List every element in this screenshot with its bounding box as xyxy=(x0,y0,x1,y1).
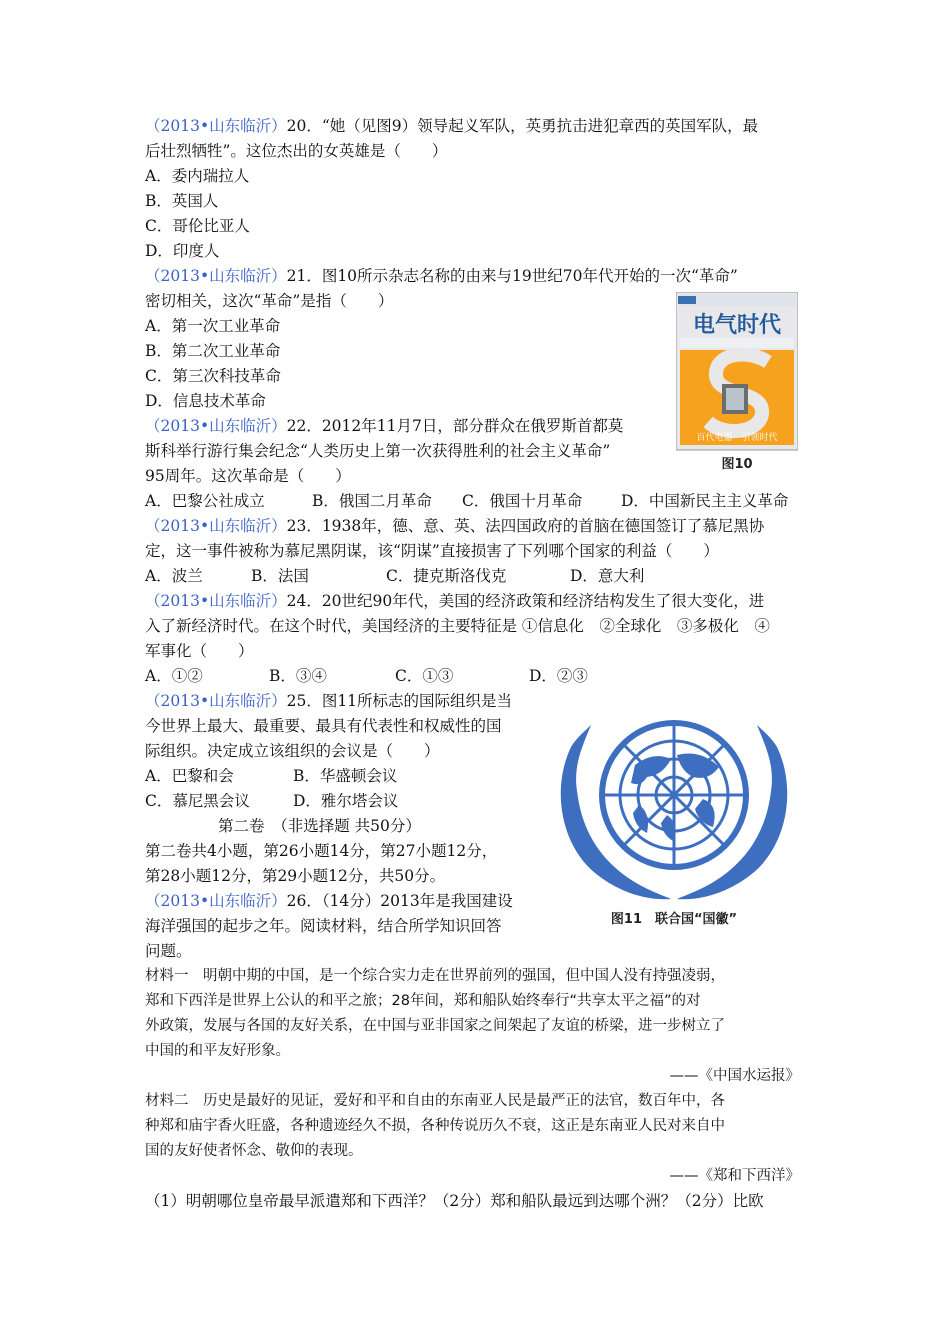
q22-option-d: D．中国新民主主义革命 xyxy=(621,492,789,510)
q23-line2: 定，这一事件被称为慕尼黑阴谋，该“阴谋”直接损害了下列哪个国家的利益（ ） xyxy=(145,542,719,560)
q25-line1: （2013•山东临沂）25．图11所标志的国际组织是当 xyxy=(145,692,513,710)
material1-source: ——《中国水运报》 xyxy=(669,1068,800,1084)
material2-source: ——《郑和下西洋》 xyxy=(669,1168,800,1184)
q25-option-b: B．华盛顿会议 xyxy=(293,767,398,785)
q24-option-b: B．③④ xyxy=(269,667,327,685)
material2-line1: 材料二 历史是最好的见证，爱好和平和自由的东南亚人民是最严正的法官，数百年中，各 xyxy=(145,1093,725,1109)
q23-options xyxy=(145,564,644,589)
figure-11-caption: 图11 联合国“国徽” xyxy=(610,912,738,927)
q22-line1: （2013•山东临沂）22．2012年11月7日，部分群众在俄罗斯首都莫 xyxy=(145,417,624,435)
q22-line3: 95周年。这次革命是（ ） xyxy=(145,467,351,485)
q26-line1: （2013•山东临沂）26．（14分）2013年是我国建设 xyxy=(145,892,513,910)
q20-source: （2013•山东临沂） xyxy=(145,117,287,135)
q26-line2: 海洋强国的起步之年。阅读材料，结合所学知识回答 xyxy=(145,917,502,935)
q25-source: （2013•山东临沂） xyxy=(145,692,287,710)
q25-line2: 今世界上最大、最重要、最具有代表性和权威性的国 xyxy=(145,717,502,735)
figure-11 xyxy=(543,695,805,935)
q21-line1: （2013•山东临沂）21．图10所示杂志名称的由来与19世纪70年代开始的一次“革命” xyxy=(145,267,738,285)
un-emblem-image xyxy=(543,695,805,935)
figure-10-caption: 图10 xyxy=(721,457,753,472)
material1-line4: 中国的和平友好形象。 xyxy=(145,1043,290,1059)
magazine-cover-bottom: 百代电器 引领时代 xyxy=(696,433,778,443)
q25-option-a: A．巴黎和会 xyxy=(145,767,234,785)
q23-line1: （2013•山东临沂）23．1938年，德、意、英、法四国政府的首脑在德国签订了慕尼黑协 xyxy=(145,517,765,535)
q24-line3: 军事化（ ） xyxy=(145,642,254,660)
q21-option-c: C．第三次科技革命 xyxy=(145,367,281,385)
q23-option-a: A．波兰 xyxy=(145,567,203,585)
q21-line2: 密切相关，这次“革命”是指（ ） xyxy=(145,292,394,310)
material1-line3: 外政策，发展与各国的友好关系，在中国与亚非国家之间架起了友谊的桥梁，进一步树立了 xyxy=(145,1018,725,1034)
part2-line2: 第28小题12分，第29小题12分，共50分。 xyxy=(145,867,446,885)
q21-source: （2013•山东临沂） xyxy=(145,267,287,285)
q22-option-a: A．巴黎公社成立 xyxy=(145,492,265,510)
q23-option-b: B．法国 xyxy=(251,567,309,585)
q22-options xyxy=(145,489,788,514)
q25-option-d: D．雅尔塔会议 xyxy=(293,792,399,810)
q25-option-c: C．慕尼黑会议 xyxy=(145,792,250,810)
q21-option-b: B．第二次工业革命 xyxy=(145,342,281,360)
q26-line3: 问题。 xyxy=(145,942,192,960)
q23-option-d: D．意大利 xyxy=(570,567,645,585)
material1-line2: 郑和下西洋是世界上公认的和平之旅；28年间，郑和船队始终奉行“共享太平之福”的对 xyxy=(145,993,701,1009)
q26-source: （2013•山东临沂） xyxy=(145,892,287,910)
q24-line2: 入了新经济时代。在这个时代，美国经济的主要特征是 ①信息化 ②全球化 ③多极化 ④ xyxy=(145,617,770,635)
q24-option-d: D．②③ xyxy=(529,667,588,685)
q21-option-d: D．信息技术革命 xyxy=(145,392,266,410)
material2-line3: 国的友好使者怀念、敬仰的表现。 xyxy=(145,1143,363,1159)
q25-options-ab xyxy=(145,764,397,789)
part2-line1: 第二卷共4小题，第26小题14分，第27小题12分， xyxy=(145,842,498,860)
q22-option-b: B．俄国二月革命 xyxy=(312,492,432,510)
q25-line3: 际组织。决定成立该组织的会议是（ ） xyxy=(145,742,440,760)
figure-10 xyxy=(676,292,798,474)
q23-option-c: C．捷克斯洛伐克 xyxy=(386,567,507,585)
q20-option-c: C．哥伦比亚人 xyxy=(145,217,250,235)
q20-option-b: B．英国人 xyxy=(145,192,219,210)
q24-source: （2013•山东临沂） xyxy=(145,592,287,610)
q20-line2: 后壮烈牺牲”。这位杰出的女英雄是（ ） xyxy=(145,142,448,160)
material2-line2: 种郑和庙宇香火旺盛，各种遗迹经久不损，各种传说历久不衰，这正是东南亚人民对来自中 xyxy=(145,1118,725,1134)
q24-option-a: A．①② xyxy=(145,667,203,685)
q23-source: （2013•山东临沂） xyxy=(145,517,287,535)
part2-title: 第二卷 （非选择题 共50分） xyxy=(218,817,421,835)
q21-option-a: A．第一次工业革命 xyxy=(145,317,281,335)
q20-line1: （2013•山东临沂）20．“她（见图9）领导起义军队，英勇抗击进犯章西的英国军队，最 xyxy=(145,117,759,135)
material1-line1: 材料一 明朝中期的中国，是一个综合实力走在世界前列的强国，但中国人没有持强凌弱， xyxy=(145,968,725,984)
q24-option-c: C．①③ xyxy=(395,667,454,685)
q26-subquestion-1: （1）明朝哪位皇帝最早派遣郑和下西洋？（2分）郑和船队最远到达哪个洲？（2分）比欧 xyxy=(145,1192,764,1210)
q22-option-c: C．俄国十月革命 xyxy=(462,492,583,510)
q25-options-cd xyxy=(145,789,398,814)
q20-option-a: A．委内瑞拉人 xyxy=(145,167,250,185)
q24-line1: （2013•山东临沂）24．20世纪90年代，美国的经济政策和经济结构发生了很大变化，进 xyxy=(145,592,765,610)
q20-option-d: D．印度人 xyxy=(145,242,220,260)
q22-line2: 斯科举行游行集会纪念“人类历史上第一次获得胜利的社会主义革命” xyxy=(145,442,611,460)
magazine-cover-image xyxy=(676,292,798,474)
magazine-title: 电气时代 xyxy=(692,313,782,338)
q22-source: （2013•山东临沂） xyxy=(145,417,287,435)
q24-options xyxy=(145,664,588,689)
